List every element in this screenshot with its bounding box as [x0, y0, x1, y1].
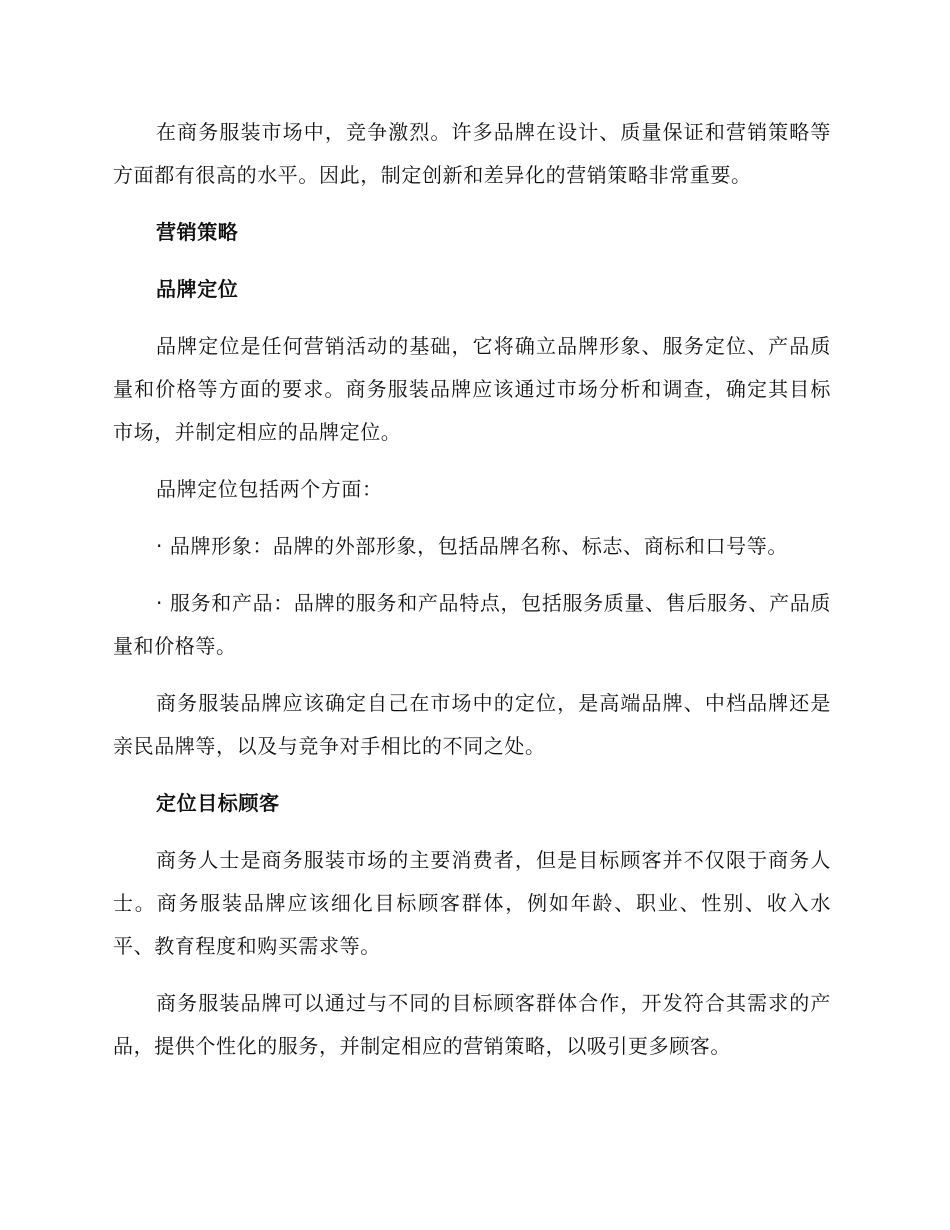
bullet-service-product: · 服务和产品：品牌的服务和产品特点，包括服务质量、售后服务、产品质量和价格等。	[113, 591, 831, 658]
paragraph-target-customers: 商务人士是商务服装市场的主要消费者，但是目标顾客并不仅限于商务人士。商务服装品牌应该细化目标顾客群体，例如年龄、职业、性别、收入水平、教育程度和购买需求等。	[113, 848, 831, 958]
heading-target-customers: 定位目标顾客	[156, 791, 280, 815]
paragraph-two-aspects: 品牌定位包括两个方面：	[156, 477, 383, 501]
paragraph-market-competition: 在商务服装市场中，竞争激烈。许多品牌在设计、质量保证和营销策略等方面都有很高的水平。因此，制定创新和差异化的营销策略非常重要。	[113, 120, 831, 187]
paragraph-market-position: 商务服装品牌应该确定自己在市场中的定位，是高端品牌、中档品牌还是亲民品牌等，以及与竞争对手相比的不同之处。	[113, 691, 831, 758]
paragraph-customer-cooperation: 商务服装品牌可以通过与不同的目标顾客群体合作，开发符合其需求的产品，提供个性化的服务，并制定相应的营销策略，以吸引更多顾客。	[113, 991, 831, 1058]
heading-marketing-strategy: 营销策略	[156, 220, 239, 244]
heading-brand-positioning: 品牌定位	[156, 277, 239, 301]
paragraph-brand-positioning: 品牌定位是任何营销活动的基础，它将确立品牌形象、服务定位、产品质量和价格等方面的要求。商务服装品牌应该通过市场分析和调查，确定其目标市场，并制定相应的品牌定位。	[113, 334, 831, 444]
bullet-brand-image: · 品牌形象：品牌的外部形象，包括品牌名称、标志、商标和口号等。	[156, 534, 788, 558]
document-body	[113, 111, 831, 1068]
